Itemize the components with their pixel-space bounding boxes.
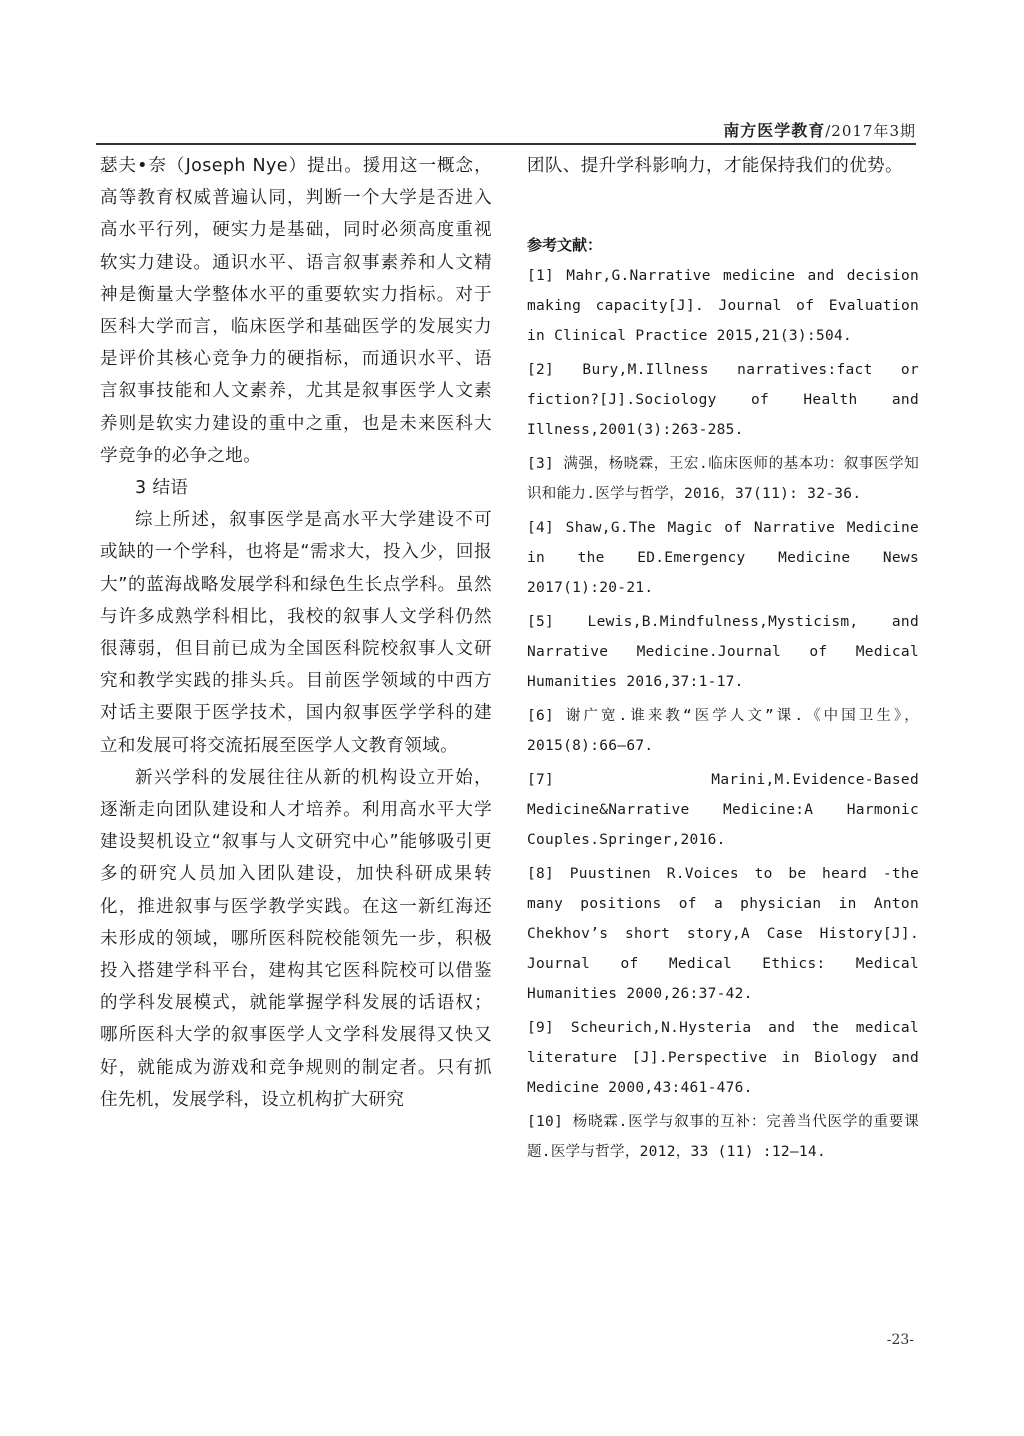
reference-item: [10] 杨晓霖.医学与叙事的互补：完善当代医学的重要课题.医学与哲学，2012，33 (11) :12—14.: [527, 1114, 919, 1161]
body-paragraph-continuation: 团队、提升学科影响力，才能保持我们的优势。: [527, 156, 903, 176]
reference-item: [8] Puustinen R.Voices to be heard -the many positions of a physician in Anton Chekhov’s short story,A Case History[J]. Journal of Medical Ethics: Medical Humanities 2000,26:37-42.: [527, 866, 919, 1003]
right-column: [527, 150, 919, 1171]
body-paragraph-1: 瑟夫•奈（Joseph Nye）提出。援用这一概念，高等教育权威普遍认同，判断一个大学是否进入高水平行列，硬实力是基础，同时必须高度重视软实力建设。通识水平、语言叙事素养和人文精神是衡量大学整体水平的重要软实力指标。对于医科大学而言，临床医学和基础医学的发展实力是评价其核心竞争力的硬指标，而通识水平、语言叙事技能和人文素养，尤其是叙事医学人文素养则是软实力建设的重中之重，也是未来医科大学竞争的必争之地。: [100, 156, 492, 466]
reference-item: [1] Mahr,G.Narrative medicine and decision making capacity[J]. Journal of Evaluation in Clinical Practice 2015,21(3):504.: [527, 268, 919, 345]
reference-item: [5] Lewis,B.Mindfulness,Mysticism, and Narrative Medicine.Journal of Medical Humanities 2016,37:1-17.: [527, 614, 919, 691]
reference-list: [527, 261, 919, 1167]
page-number: -23-: [886, 1332, 914, 1348]
journal-name: 南方医学教育: [723, 121, 826, 140]
body-paragraph-2: 综上所述，叙事医学是高水平大学建设不可或缺的一个学科，也将是“需求大，投入少，回报大”的蓝海战略发展学科和绿色生长点学科。虽然与许多成熟学科相比，我校的叙事人文学科仍然很薄弱，但目前已成为全国医科院校叙事人文研究和教学实践的排头兵。目前医学领域的中西方对话主要限于医学技术，国内叙事医学学科的建立和发展可将交流拓展至医学人文教育领域。: [100, 510, 492, 756]
references-heading: 参考文献：: [527, 236, 603, 255]
reference-item: [6] 谢广宽.谁来教“医学人文”课.《中国卫生》，2015(8):66—67.: [527, 708, 919, 755]
reference-item: [9] Scheurich,N.Hysteria and the medical literature [J].Perspective in Biology and Medicine 2000,43:461-476.: [527, 1020, 919, 1097]
issue-label: /2017年3期: [825, 122, 916, 140]
reference-item: [7] Marini,M.Evidence-Based Medicine&Narrative Medicine:A Harmonic Couples.Springer,2016.: [527, 772, 919, 849]
running-header: [723, 118, 916, 141]
header-rule: [96, 143, 916, 145]
left-column: [100, 150, 492, 1116]
body-paragraph-3: 新兴学科的发展往往从新的机构设立开始，逐渐走向团队建设和人才培养。利用高水平大学建设契机设立“叙事与人文研究中心”能够吸引更多的研究人员加入团队建设，加快科研成果转化，推进叙事与医学教学实践。在这一新红海还未形成的领域，哪所医科院校能领先一步，积极投入搭建学科平台，建构其它医科院校可以借鉴的学科发展模式，就能掌握学科发展的话语权；哪所医科大学的叙事医学人文学科发展得又快又好，就能成为游戏和竞争规则的制定者。只有抓住先机，发展学科，设立机构扩大研究: [100, 767, 492, 1110]
section-title: 3 结语: [135, 478, 189, 499]
reference-item: [4] Shaw,G.The Magic of Narrative Medicine in the ED.Emergency Medicine News 2017(1):20-21.: [527, 520, 919, 597]
reference-item: [2] Bury,M.Illness narratives:fact or fiction?[J].Sociology of Health and Illness,2001(3):263-285.: [527, 362, 919, 439]
reference-item: [3] 满强，杨晓霖，王宏.临床医师的基本功：叙事医学知识和能力.医学与哲学，2016，37(11): 32-36.: [527, 456, 919, 503]
